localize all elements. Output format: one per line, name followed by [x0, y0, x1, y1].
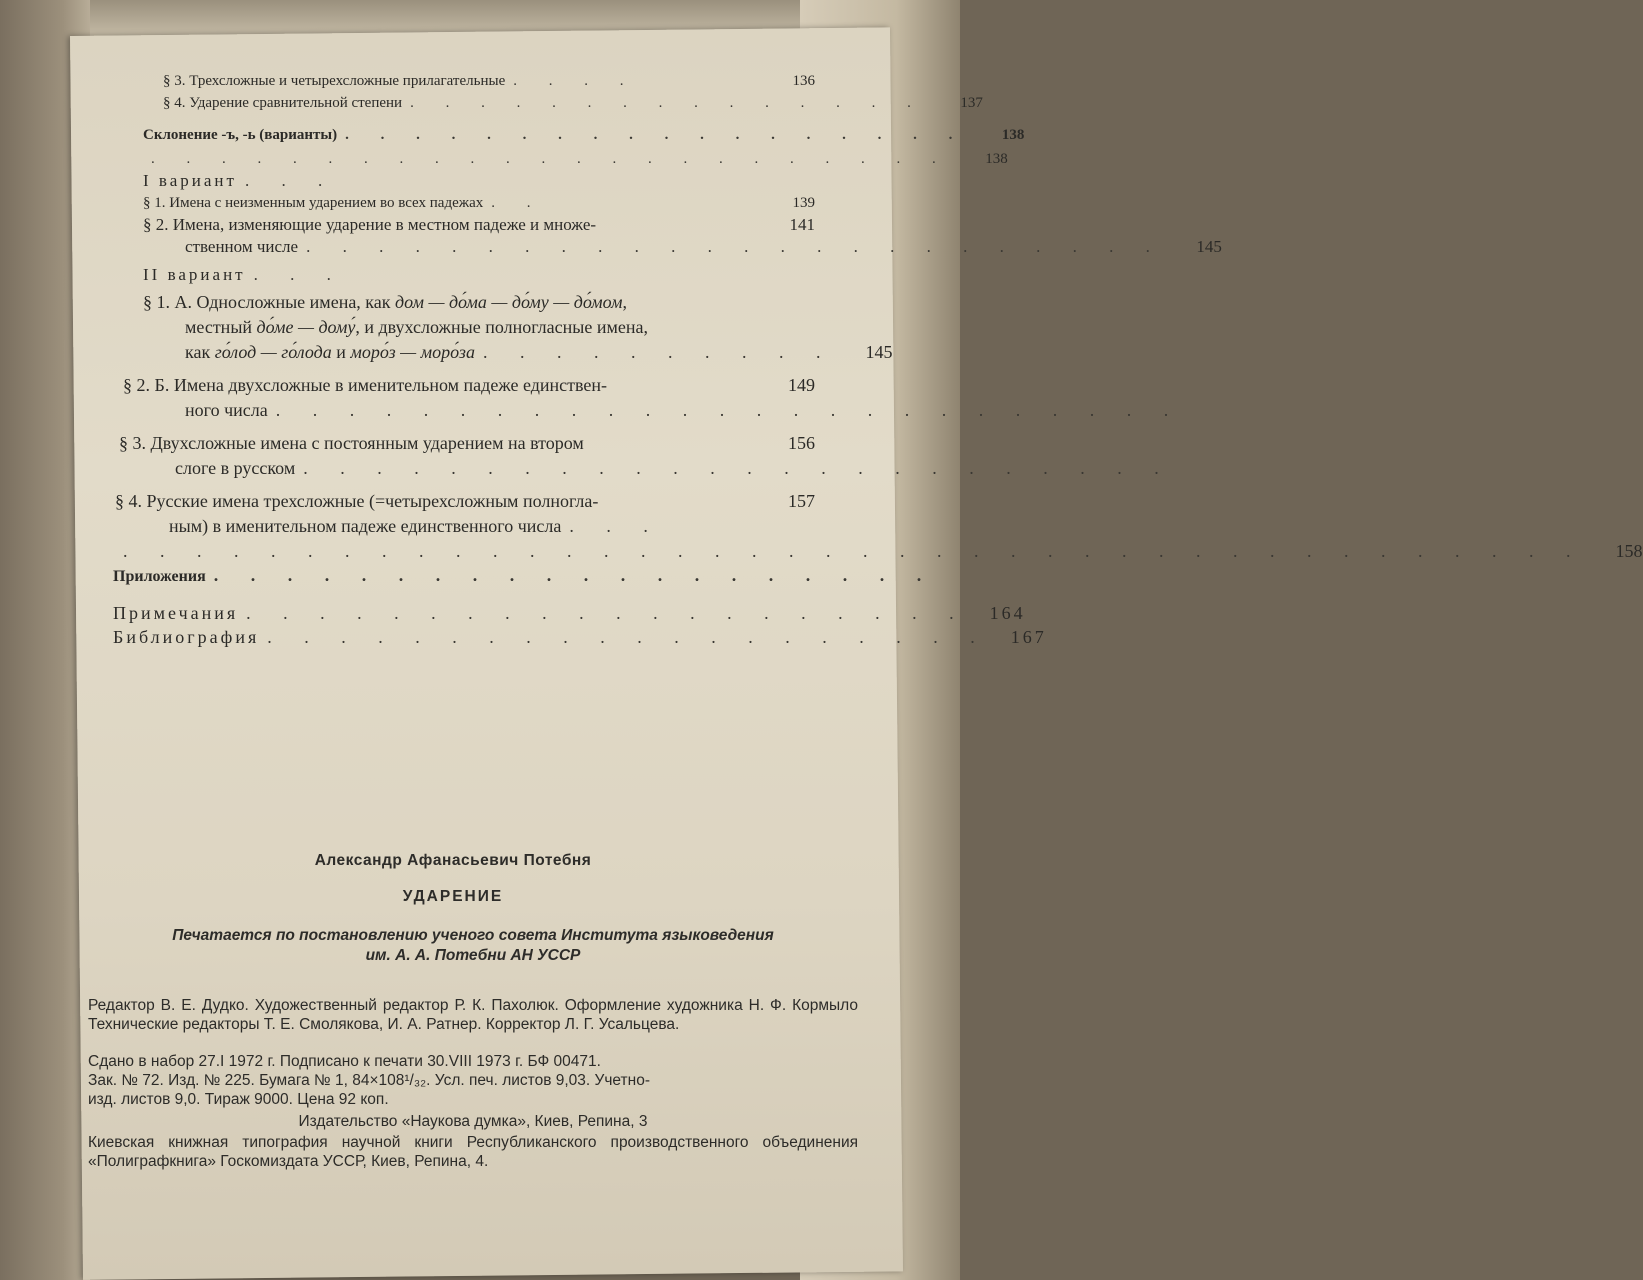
- toc-entry-text: как: [185, 342, 215, 362]
- dot-leader: . . . . . . . . . .: [482, 342, 835, 362]
- toc-row: [115, 340, 893, 365]
- page-number: 141: [789, 215, 815, 234]
- publication-line: Зак. № 72. Изд. № 225. Бумага № 1, 84×108¹/₃₂. Усл. печ. листов 9,03. Учетно-: [88, 1072, 650, 1089]
- toc-row: [115, 431, 815, 456]
- publication-line: Сдано в набор 27.I 1972 г. Подписано к печати 30.VIII 1973 г. БФ 00471.: [88, 1053, 601, 1070]
- imprint: [88, 852, 858, 1171]
- toc-row: [115, 514, 815, 539]
- dot-leader: . . . . . . . . . . . . . . . . . . . .: [267, 627, 989, 647]
- page-number: 145: [865, 342, 893, 362]
- toc-section-heading: Библиография: [113, 627, 260, 647]
- toc-entry: § 1. Имена с неизменным ударением во всех падежах: [143, 195, 484, 211]
- page-number: 167: [1010, 627, 1047, 647]
- toc-entry-italic: до́ме — дому́: [256, 317, 356, 337]
- toc-entry: § 3. Трехсложные и четырехсложные прилагательные: [163, 73, 506, 89]
- toc-entry: § 3. Двухсложные имена с постоянным ударением на втором: [119, 433, 584, 453]
- toc-entry: § 2. Б. Имена двухсложные в именительном падеже единствен-: [123, 375, 608, 395]
- page-number: 158: [1615, 541, 1643, 561]
- dot-leader: . . .: [244, 171, 337, 190]
- toc-entry-text: местный: [185, 317, 257, 337]
- publication-details: [88, 1052, 858, 1109]
- dot-leader: . .: [491, 195, 545, 211]
- page-number: 138: [985, 151, 1008, 167]
- dot-leader: . . . . . . . . . . . . . . . . . . . . . . . .: [303, 458, 1173, 478]
- toc-row: [113, 563, 936, 589]
- page-number: 137: [960, 95, 983, 111]
- page-number: 138: [1001, 127, 1025, 143]
- toc-section-heading: Склонение -ъ, -ь (варианты): [143, 127, 338, 143]
- toc-row: [115, 214, 815, 236]
- toc-row: [113, 625, 1047, 649]
- book-title: УДАРЕНИЕ: [402, 888, 504, 905]
- dot-leader: . . . . . . . . . . . . . . .: [410, 95, 925, 111]
- dot-leader: . . . .: [513, 73, 638, 89]
- printer: Киевская книжная типография научной книги Республиканского производственного объединения «Полиграфкнига» Госкомиздата УССР, Киев, Репина, 4.: [88, 1134, 858, 1170]
- page-number: 139: [792, 195, 815, 211]
- toc-row: [115, 124, 1025, 146]
- toc-row: [115, 290, 815, 315]
- toc-entry-text: ,: [622, 292, 627, 312]
- toc-section-heading: Примечания: [113, 603, 239, 623]
- toc-entry: [185, 340, 475, 365]
- toc-row: [115, 170, 815, 192]
- toc-entry: [185, 315, 648, 340]
- dot-leader: . . . . . . . . . . . . . . . . . . . . . . . . . . . . . . . . . . . . . . . .: [123, 541, 1585, 561]
- toc-entry-text: , и двухсложные полногласные имена,: [355, 317, 648, 337]
- publication-note: [88, 926, 858, 966]
- toc-row: [115, 148, 1008, 170]
- page-number: 164: [989, 603, 1026, 623]
- publisher: Издательство «Наукова думка», Киев, Репина, 3: [298, 1113, 648, 1130]
- toc-entry-text: и: [331, 342, 351, 362]
- toc-row: [115, 70, 815, 92]
- toc-row: [115, 456, 1173, 481]
- page-number: 149: [788, 375, 815, 395]
- toc-entry-italic: моро́з — моро́за: [350, 342, 475, 362]
- table-of-contents: [113, 66, 1643, 649]
- toc-entry-text: § 1. А. Односложные имена, как: [143, 292, 396, 312]
- toc-entry: § 2. Имена, изменяющие ударение в местном падеже и множе-: [143, 215, 597, 234]
- toc-row: [115, 264, 815, 286]
- page-number: 157: [788, 491, 815, 511]
- toc-entry-italic: дом — до́ма — до́му — до́мом: [395, 292, 623, 312]
- toc-entry: ного числа: [185, 400, 268, 420]
- toc-row: [113, 601, 1026, 625]
- page-number: 136: [792, 73, 815, 89]
- dot-leader: . . . . . . . . . . . . . . . . . . . .: [246, 603, 968, 623]
- author-name: Александр Афанасьевич Потебня: [314, 852, 592, 869]
- toc-row: [115, 539, 1643, 563]
- page-number: 156: [788, 433, 815, 453]
- dot-leader: . . .: [253, 265, 345, 284]
- toc-row: [115, 92, 983, 114]
- toc-section-heading: I вариант: [143, 171, 237, 190]
- toc-row: [115, 398, 1183, 423]
- toc-section-heading: Приложения: [113, 568, 206, 585]
- publication-note-line: им. А. А. Потебни АН УССР: [365, 947, 581, 964]
- dot-leader: . . . . . . . . . . . . . . . . . . . . . . . . .: [275, 400, 1183, 420]
- editorial-credits: Редактор В. Е. Дудко. Художественный редактор Р. К. Пахолюк. Оформление художника Н. Ф. Кормыло Технические редакторы Т. Е. Смолякова, И. А. Ратнер. Корректор Л. Г. Усальцева.: [88, 997, 858, 1033]
- toc-row: [115, 489, 815, 514]
- dot-leader: . . . . . . . . . . . . . . . . . . . . . . . .: [306, 237, 1164, 256]
- toc-entry-italic: го́лод — го́лода: [214, 342, 332, 362]
- publication-line: изд. листов 9,0. Тираж 9000. Цена 92 коп.: [88, 1091, 389, 1108]
- toc-entry: слоге в русском: [175, 458, 296, 478]
- toc-section-heading: II вариант: [143, 265, 246, 284]
- dot-leader: . . . . . . . . . . . . . . . . . .: [345, 127, 967, 143]
- page-number: 145: [1196, 237, 1222, 256]
- dot-leader: . . . . . . . . . . . . . . . . . . . .: [213, 565, 936, 585]
- toc-entry: [143, 290, 627, 315]
- dot-leader: . . .: [569, 516, 662, 536]
- toc-row: [115, 373, 815, 398]
- toc-row: [115, 192, 815, 214]
- toc-entry: ственном числе: [185, 237, 299, 256]
- dot-leader: . . . . . . . . . . . . . . . . . . . . . . .: [151, 151, 950, 167]
- toc-row: [115, 315, 815, 340]
- toc-entry: ным) в именительном падеже единственного числа: [169, 516, 562, 536]
- publication-note-line: Печатается по постановлению ученого совета Института языковедения: [172, 927, 774, 944]
- toc-entry: § 4. Русские имена трехсложные (=четырехсложным полногла-: [115, 491, 599, 511]
- toc-row: [115, 236, 1222, 258]
- toc-entry: § 4. Ударение сравнительной степени: [163, 95, 403, 111]
